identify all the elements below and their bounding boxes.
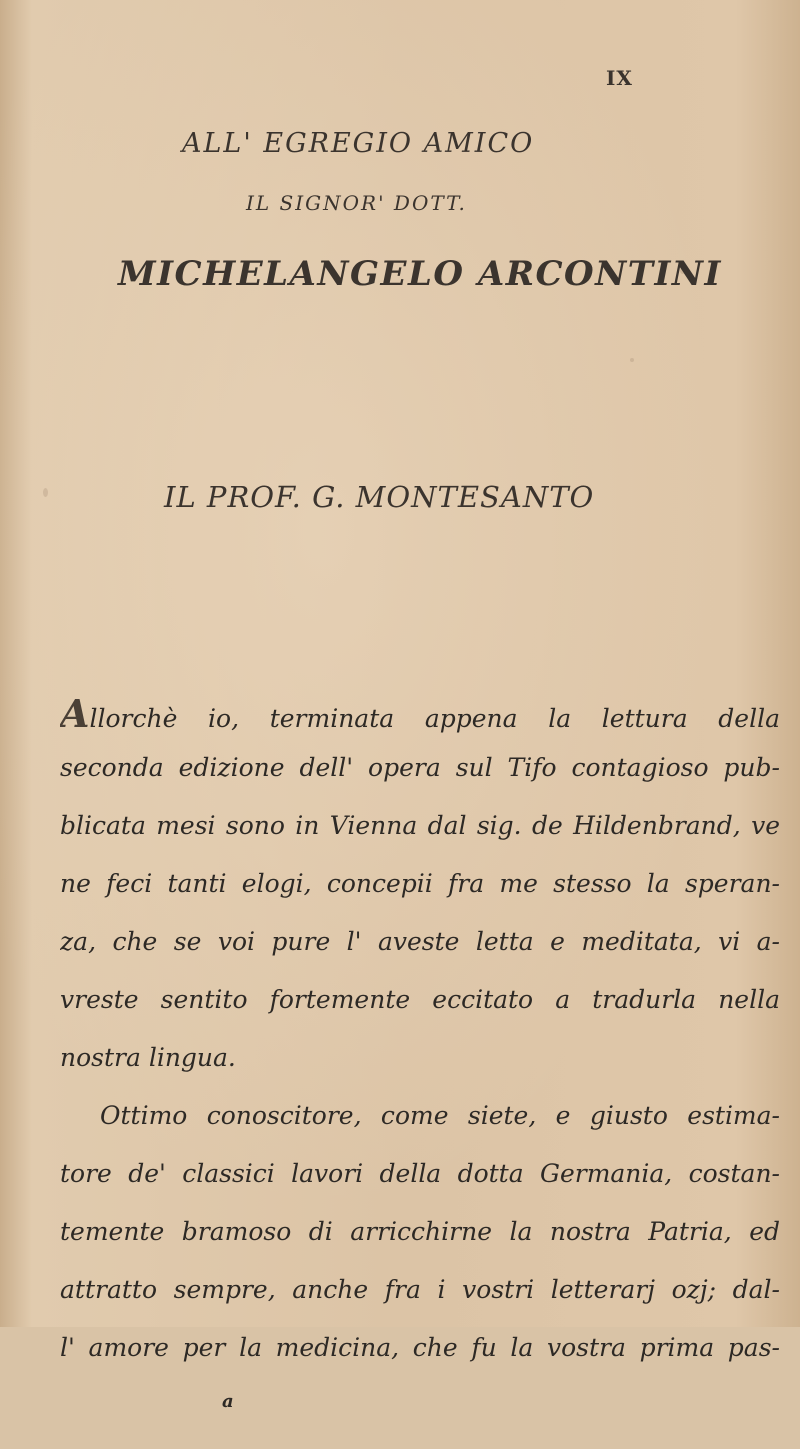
dedication-title: IL SIGNOR' DOTT. xyxy=(246,191,467,215)
paper-speck xyxy=(630,358,634,362)
dedicatee-name: MICHELANGELO ARCONTINI xyxy=(118,254,722,294)
text-line xyxy=(60,695,780,753)
catchword: a xyxy=(222,1391,234,1412)
text-line: blicata mesi sono in Vienna dal sig. de Hildenbrand, ve xyxy=(60,811,780,840)
drop-cap: A xyxy=(60,695,90,736)
text-line: tore de' classici lavori della dotta Germania, costan- xyxy=(60,1159,780,1188)
text-line: temente bramoso di arricchirne la nostra Patria, ed xyxy=(60,1217,780,1246)
text-line-content: llorchè io, terminata appena la lettura della xyxy=(89,704,780,733)
text-line: za, che se voi pure l' aveste letta e meditata, vi a- xyxy=(60,927,780,956)
text-line: attratto sempre, anche fra i vostri letterarj ozj; dal- xyxy=(60,1275,780,1304)
text-line: l' amore per la medicina, che fu la vostra prima pas- xyxy=(60,1333,780,1362)
page-number: IX xyxy=(606,66,633,90)
text-line: vreste sentito fortemente eccitato a tradurla nella xyxy=(60,985,780,1014)
text-line: ne feci tanti elogi, concepii fra me stesso la speran- xyxy=(60,869,780,898)
dedication-line: ALL' EGREGIO AMICO xyxy=(182,128,535,159)
text-line: nostra lingua. xyxy=(60,1043,236,1072)
paper-speck xyxy=(43,488,48,497)
text-line: Ottimo conoscitore, come siete, e giusto estima- xyxy=(100,1101,780,1130)
text-line: seconda edizione dell' opera sul Tifo contagioso pub- xyxy=(60,753,780,782)
letter-body xyxy=(60,695,780,1449)
author-name: IL PROF. G. MONTESANTO xyxy=(164,480,595,514)
